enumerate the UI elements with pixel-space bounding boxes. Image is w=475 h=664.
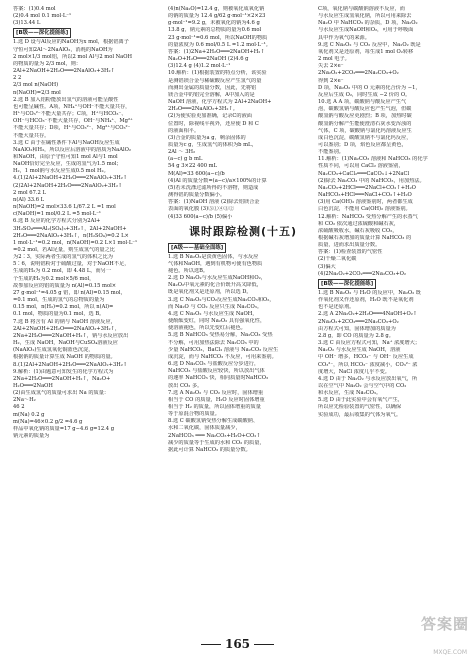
- text-line: 1 mol·L⁻¹=0.2 mol，n(NaOH)=0.2 L×1 mol·L⁻¹: [13, 239, 138, 246]
- text-line: =0.2 mol，若Al足量，则生成氢气的量之比: [13, 247, 115, 253]
- text-line: C项，氧化钠与碳酸钠溶液不反应，而: [318, 6, 405, 12]
- text-line: 0.15 mol，n(H₂)=0.2 mol，所以 n(Al)=: [13, 304, 114, 311]
- text-line: Na₂O+H₂O═══2NaOH (2)4.6 g: [168, 56, 249, 63]
- text-line: m(Na) 0.2 g: [13, 411, 45, 418]
- text-line: 度增大，NaCl 浓度几乎不变。: [318, 368, 390, 375]
- text-line: 测得铝的质量分数偏小。: [168, 192, 226, 199]
- text-line: H₂，1 mol钠与水反应生成0.5 mol H₂。: [13, 168, 109, 175]
- text-line: 性质不同，可以用 CaCl₂ 溶液鉴别，: [318, 163, 404, 170]
- text-line: 2Na+2H₂O═══2NaOH+H₂↑，钠与水反应放出: [13, 332, 129, 339]
- text-line: =0.1 mol，生成的氢气的总物质的量为: [13, 297, 105, 304]
- text-line: H₂，生成 NaOH，NaOH与CuSO₄溶液反应: [13, 340, 118, 347]
- text-line: n(NaOH)=2 mol×33.6 L/67.2 L =1 mol: [13, 204, 116, 211]
- text-line: D 项，Na₂O₂ 中的 O 元素的化合价为 −1，: [318, 84, 421, 91]
- text-line: 位置时，除视线平视外，还应使 D 和 C: [168, 120, 259, 127]
- text-line: 中 OH⁻ 增多，HCO₃⁻ 与 OH⁻ 反应生成: [318, 354, 414, 361]
- column-right: [318, 6, 468, 618]
- text-line: 与水反应生成氢氧化钠，所以可用来除去: [318, 13, 412, 20]
- text-line: H⁺与CO₃²⁻不能大量共存；C项，H⁺与HCO₃⁻、: [13, 111, 127, 118]
- text-line: 的物质的量为 2/3 mol，则：: [13, 60, 82, 67]
- text-line: 4.选 C Na₂O₂ 与水反应生成 NaOH，: [168, 310, 258, 317]
- text-line: 2 mol 电子。: [318, 56, 350, 63]
- text-line: 2 2: [13, 75, 22, 82]
- text-line: (4)2Na₂O₂+2CO₂═══2Na₂CO₃+O₂: [318, 270, 407, 277]
- text-line: 2 mol×1/3 mol铝，所以2 mol Al与2 mol NaOH: [13, 53, 133, 60]
- text-line: 不能大量共存；D项，H⁺与CO₃²⁻、Mg²⁺与CO₃²⁻: [13, 125, 131, 132]
- column-middle: [168, 6, 318, 646]
- text-line: 的钠的质量为 12.4 g/62 g·mol⁻¹×2×23: [168, 13, 266, 20]
- text-line: 质量，进而求出质量分数。: [318, 242, 381, 249]
- text-line: 既是氧化剂又是还原剂，所以选 D。: [168, 289, 252, 296]
- section-heading: [A级——基础全面练]: [168, 243, 226, 253]
- text-line: n(NaOH)=2/3 mol: [13, 89, 61, 96]
- text-line: 11.解析：(1)Na₂CO₃ 溶液和 NaHCO₃ 的化学: [318, 156, 428, 163]
- text-line: (2)2Al+2NaOH+2H₂O═══2NaAlO₂+3H₂↑: [13, 182, 123, 189]
- text-line: 2H₂O═══2NaAlO₂+3H₂↑。: [168, 106, 238, 113]
- text-line: OH⁻与HCO₃⁻不能大量共存，OH⁻与NH₄⁺、Mg²⁺: [13, 118, 133, 125]
- text-line: 减少的质量等于生成的水和 CO₂ 的质量，: [168, 439, 265, 446]
- text-line: 12.解析：NaHCO₃ 受热分解产生的水蒸气: [318, 213, 418, 220]
- text-line: 3H₂SO₄═══Al₂(SO₄)₃+3H₂↑，2Al+2NaOH+: [13, 225, 127, 232]
- text-line: 是测铝镁合金与稀硫酸反应产生氢气的量: [168, 77, 262, 84]
- text-line: 9.选 C Na₂O₂ 与 CO₂ 反应中，Na₂O₂ 既是: [318, 41, 421, 48]
- text-line: 放出 CO₂ 多。: [168, 382, 203, 389]
- text-line: (3)13.44 L: [13, 20, 41, 27]
- section-heading: [B级——深化提能练]: [318, 279, 376, 289]
- text-line: 0.1 mol，物质的量为0.1 mol，选 B。: [13, 311, 105, 318]
- text-line: (2)0.4 mol 0.1 mol·L⁻¹: [13, 13, 72, 20]
- text-line: 样品中氧化钠的质量=17 g−4.6 g=12.4 g: [13, 425, 115, 432]
- text-line: 使溶液褪色，所以先变红后褪色。: [168, 325, 246, 332]
- text-line: 酸氢钠与酸反应更剧烈；B 项，加热时碳: [318, 113, 412, 120]
- text-line: 2Na₂O₂+2CO₂═══2Na₂CO₃+O₂: [318, 70, 399, 77]
- text-line: (4)Al 的质量分数=(a−c)/a×100%的计算: [168, 177, 267, 184]
- text-line: 实验成功，最后收集的气体为氧气。: [318, 411, 402, 418]
- text-line: NaAlO₂和H₂，所以反应后溶液中的溶质为NaAlO₂: [13, 146, 131, 153]
- text-line: 8.(1)2Al+2NaOH+2H₂O═══2NaAlO₂+3H₂↑: [13, 361, 128, 368]
- text-line: 7.选 B 将含有 Al 的钠与 NaOH 溶液反应，: [13, 318, 116, 325]
- text-line: 成白色沉淀，碳酸氢钠不与氯化钙反应，: [318, 134, 412, 141]
- text-line: (2)干燥二氧化碳: [318, 256, 357, 263]
- text-line: (2)除去 Na₂CO₃ 中的 NaHCO₃，用加热法。: [318, 177, 425, 184]
- text-line: 镁合金中的铝完全溶解，A中加入的是: [168, 91, 255, 98]
- section-title: 课时跟踪检测(十五): [188, 224, 298, 238]
- text-line: 得到 2×e⁻: [318, 77, 344, 84]
- text-line: 个生成的H₂为0.2 mol×5/6 mol，: [13, 275, 95, 282]
- text-line: 2NaHCO₃ ═══ Na₂CO₃+H₂O+CO₂↑: [168, 432, 261, 439]
- text-line: 失去 2×e⁻: [318, 63, 344, 70]
- text-line: 具中作为氧气的来源。: [318, 34, 370, 41]
- section-heading-row: [13, 27, 163, 39]
- text-line: 2 mol 67.2 L: [13, 189, 46, 196]
- text-line: 浓硫酸吸收水，碱石灰吸收 CO₂，: [318, 227, 398, 234]
- text-line: 10.解析：(1)根据装置的特点分析，该实验: [168, 70, 267, 77]
- text-line: 10.选 A A 项，碳酸钠与酸反应产生气: [318, 99, 407, 106]
- text-line: Na₂O₂中氧元素的化合价既升高又降低，: [168, 282, 262, 289]
- text-line: 答案：(1)检查装置的气密性: [318, 249, 383, 256]
- text-line: 1.选 B Na₂O₂ 与 H₂O 的反应中，Na₂O₂ 既: [318, 289, 422, 296]
- section-heading: [B级——深化提能练]: [13, 28, 71, 38]
- text-line: 也可能呈碱性。A项，NH₄⁺与OH⁻不能大量共存，: [13, 103, 131, 110]
- text-line: 氧化剂又是还原剂，每生成1 mol O₂转移: [318, 48, 414, 55]
- text-line: 答案：(1)0.4 mol: [13, 6, 56, 12]
- text-line: (a−c) g b mL: [168, 156, 203, 163]
- text-line: 而测出金属的质量分数，因此，先将铝: [168, 84, 257, 91]
- text-line: 13.8 g，钠元素的总物质的量为0.6 mol: [168, 27, 262, 34]
- text-line: 等于原混合物的质量。: [168, 411, 220, 418]
- text-line: 不能鉴别。: [318, 149, 344, 156]
- text-line: 钠元素的质量为: [13, 433, 50, 440]
- page-number-dash-left: [201, 644, 221, 645]
- text-line: 相当于 H₂ 的质量，所以固体增重的质量: [168, 403, 261, 410]
- text-line: 气体和NaOH，遇到有机物可使有色物质: [168, 260, 263, 267]
- text-line: 2Na～H₂: [13, 397, 36, 404]
- text-line: (4)33 600(a−c)/b (5)偏小: [168, 213, 233, 220]
- text-line: 6.选 B 反应的化学方程式分别为2Al+: [13, 218, 101, 225]
- text-line: (3)合金的质量为a g，剩余固体的: [168, 134, 246, 141]
- text-line: 与水反应生成NaOH和O₂，可用于呼吸面: [318, 27, 414, 34]
- text-line: 生成的H₂为 0.2 mol，即 4.48 L，而另一: [13, 268, 112, 275]
- text-line: 气体，C 项，碳酸钠与氯化钙溶液反应生: [318, 127, 412, 134]
- text-line: 5.选 D 由于此实验中会有氧气产生，: [318, 397, 404, 404]
- text-line: 8.选 C 碳酸氢钠受热分解生成碳酸钠、: [168, 418, 259, 425]
- text-line: 1.选 B Na₂O₂是淡黄色固体，与水反应: [168, 253, 259, 260]
- text-line: 2.8 g，即 CO 的质量为 2.8 g。: [318, 332, 394, 339]
- text-line: 2Al+2NaOH+2H₂O═══2NaAlO₂+3H₂↑，: [13, 325, 121, 332]
- text-line: (3)12.4 g (4)1.2 mol·L⁻¹: [168, 63, 231, 70]
- text-line: (5)若未洗涤过滤所得的不溶物，则造成: [168, 184, 259, 191]
- text-line: 4.选 D 由于 Na₂O₂ 与水反应放出氧气，所: [318, 375, 418, 382]
- text-line: 使酚酞变红，同时 Na₂O₂ 具有强氧化性，: [168, 318, 266, 325]
- text-line: 根据钠的质量计算生成 NaOH 的物质的量。: [13, 354, 116, 361]
- text-line: 和 CO₂ 依次通过浓硫酸和碱石灰，: [318, 220, 400, 227]
- text-line: 2.选 B 加入铝粉能放出氢气的溶液可能呈酸性: [13, 96, 119, 103]
- text-line: 2Na+2H₂O═══2NaOH+H₂↑，Na₂O+: [13, 375, 111, 382]
- text-line: 由方程式可知，固体增加的质量为: [318, 325, 396, 332]
- text-line: 水和二氧化碳，固体质量减少，: [168, 425, 241, 432]
- text-line: CO₃²⁻，所以 HCO₃⁻ 浓度减小，CO₃²⁻ 浓: [318, 361, 418, 368]
- section-heading-row: [168, 242, 318, 254]
- text-line: m(Na)=46×0.2 g/2 =4.6 g: [13, 418, 83, 425]
- text-line: 27 g·mol⁻¹=4.05 g 铝，即 n(Al)=0.15 mol，: [13, 289, 126, 296]
- text-line: 的液面相平。: [168, 127, 200, 134]
- text-line: 5∶6，说明铝粉对于硫酸过量，对于NaOH不足，: [13, 261, 130, 268]
- text-line: NaHCO₃+HCl═══NaCl+CO₂↑+H₂O: [318, 192, 412, 199]
- text-line: 的量浓度为 0.6 mol/0.5 L =1.2 mol·L⁻¹。: [168, 41, 271, 48]
- text-line: NaOH 溶液，化学方程式为 2Al+2NaOH+: [168, 99, 272, 106]
- text-line: 作氧化剂又作还原剂，H₂O 既不是氧化剂: [318, 297, 414, 304]
- text-line: 守恒可知2Al～2NaAlO₂，消耗的NaOH为: [13, 46, 113, 53]
- text-line: 1.选 D 设与Al反应的NaOH为x mol，根据铝离子: [13, 39, 129, 46]
- text-line: 相当于 CO 的质量，H₂O 反应时固体增重: [168, 396, 265, 403]
- text-line: 2/3 mol n(NaOH): [13, 82, 59, 89]
- page-number-value: 165: [224, 637, 251, 651]
- text-line: 少量 NaHCO₃，BaCl₂ 溶液与 Na₂CO₃ 反应生: [168, 346, 279, 353]
- text-line: 答案：(1)NaOH 溶液 (2)除去铝镁合金: [168, 199, 260, 206]
- text-line: H₂O═══2NaOH: [13, 382, 53, 389]
- text-line: 白色沉淀，不能用 Ca(OH)₂ 溶液鉴别。: [318, 206, 411, 213]
- page-number: [0, 637, 475, 651]
- text-line: (3)偏大: [318, 263, 336, 270]
- text-line: 也不是还原剂。: [318, 304, 355, 311]
- text-line: (2)为使实验更加准确，记录C的液面: [168, 113, 252, 120]
- text-line: 6.选 D Na₂CO₃ 与盐酸反应分步进行，: [168, 361, 260, 368]
- text-line: g·mol⁻¹=9.2 g，未被氧化的钠为4.6 g: [168, 20, 260, 27]
- section-heading-row: [318, 278, 468, 290]
- text-line: (4)n(Na₂O)=12.4 g，则被氧化成氧化钠: [168, 6, 265, 12]
- text-line: 答案：(1)2Na+2H₂O═══2NaOH+H₂↑: [168, 48, 265, 55]
- text-line: 表面的氧化膜 (3)⑤①④③②: [168, 206, 235, 213]
- text-line: (2)由生成氢气的质量可求出 Na 的质量：: [13, 390, 110, 397]
- text-line: Na₂O₂ 与水反应生成 NaOH，溶液: [318, 347, 401, 354]
- watermark-url: MXQE.COM: [433, 649, 467, 656]
- text-line: 故参加反应的铝的质量为 n(Al)=0.15 mol×: [13, 282, 117, 289]
- text-line: 3.选 C Na₂O₂与CO₂反应生成Na₂CO₃和O₂，: [168, 296, 275, 303]
- text-line: c(NaOH)=1 mol/0.2 L =5 mol·L⁻¹: [13, 211, 102, 218]
- text-line: NaOH恰好完全反应，生成的氢气为1.5 mol；: [13, 161, 122, 168]
- text-line: 5.选 B NaHCO₃ 受热易分解，Na₂CO₃ 受热: [168, 332, 273, 339]
- text-line: 根据碱石灰增加的质量计算 NaHCO₃ 的: [318, 235, 412, 241]
- text-line: 46 2: [13, 404, 25, 411]
- page-number-dash-right: [254, 644, 274, 645]
- text-line: 和NaOH，由原子守恒可知1 mol Al与1 mol: [13, 153, 118, 160]
- text-line: 不分解，可用加热法除去 Na₂CO₃ 中的: [168, 339, 259, 346]
- text-line: M(Al)=33 600(a−c)/b: [168, 170, 225, 177]
- column-left: [13, 6, 163, 646]
- text-line: (3)用 Ca(OH)₂ 溶液鉴别时，两者都生成: [318, 199, 413, 206]
- text-line: 2.选 D Na₂O₂与水反应生成NaOH和O₂，: [168, 275, 266, 282]
- text-line: 不能大量共存。: [13, 132, 50, 139]
- text-line: 为2∶3，实际两者生成的氢气的体积之比为: [13, 254, 113, 261]
- text-line: 2.选 A 2Na₂O₂+2H₂O═══4NaOH+O₂↑: [318, 311, 418, 318]
- text-line: Na₂CO₃+2HCl═══2NaCl+CO₂↑+H₂O: [318, 184, 416, 191]
- text-line: Na₂O 中 NaHCO₃ 的杂质，D 项，Na₂O₂: [318, 20, 418, 27]
- text-line: 以在空气中 Na₂O₂ 会与空气中的 CO₂: [318, 382, 407, 389]
- text-line: 9.解析：(1)由题意可知发生的化学方程式为: [13, 368, 114, 375]
- text-line: 褪色。所以选B。: [168, 268, 209, 274]
- text-line: 而 Na₂O 与 CO₂ 反应只生成 Na₂CO₃。: [168, 303, 263, 310]
- text-line: 反应后生成 O₂，同时生成 −2 价的 O。: [318, 91, 411, 98]
- text-line: 和水反应，生成 Na₂CO₃。: [318, 390, 382, 397]
- text-line: 7.选 A Na₂O₂ 与 CO₂ 反应时，固体增重: [168, 389, 264, 396]
- text-line: 2Al+2NaOH+2H₂O═══2NaAlO₂+3H₂↑: [13, 68, 115, 75]
- text-line: 可以鉴别；D 项，焰色反应都呈黄色，: [318, 141, 407, 148]
- text-line: Na₂CO₃+CaCl₂═══CaCO₃↓+2NaCl: [318, 170, 410, 177]
- text-line: 泡，碳酸氢钠与酸反应也产生气泡，但碳: [318, 106, 412, 113]
- text-line: 成沉淀，而与 NaHCO₃ 不反应，可用来鉴别。: [168, 353, 277, 360]
- text-line: 所以应先检验装置的气密性，以确保: [318, 404, 402, 411]
- text-line: (NaAlO₂)生成氢氧化铜蓝色沉淀，: [13, 347, 94, 354]
- text-line: 3.选 C 由于在碱性条件下Al与NaOH反应生成: [13, 139, 120, 146]
- watermark-logo: 答案圈: [420, 615, 469, 633]
- text-line: 3.选 C 由反应方程式可知，Na⁺ 浓度增大；: [318, 340, 421, 347]
- text-line: 4.(1)2Al+2NaOH+2H₂O═══2NaAlO₂+3H₂↑: [13, 175, 128, 182]
- text-line: 据此可计算 NaHCO₃ 的质量分数。: [168, 446, 251, 453]
- text-line: 23 g·mol⁻¹=0.6 mol，所以NaOH的物质: [168, 34, 268, 41]
- text-line: n(Al) 33.6 L: [13, 196, 45, 203]
- text-line: 酸氢钠分解产生能使澄清石灰水变浑浊的: [318, 120, 412, 127]
- text-line: 质量为c g，生成氢气的体积为b mL，: [168, 141, 257, 148]
- text-line: 2Al ～ 3H₂: [168, 149, 196, 156]
- text-line: 的速率 NaHCO₃ 快，相同质量时NaHCO₃: [168, 375, 269, 382]
- text-line: 2Na₂O₂+2CO₂═══2Na₂CO₃+O₂: [318, 318, 399, 325]
- text-line: 2H₂O═══2NaAlO₂+3H₂↑，n(H₂SO₄)=0.2 L×: [13, 232, 129, 239]
- text-line: NaHCO₃ 与盐酸反应较快，所以放出气体: [168, 368, 265, 375]
- text-line: 54 g 3×22 400 mL: [168, 163, 218, 170]
